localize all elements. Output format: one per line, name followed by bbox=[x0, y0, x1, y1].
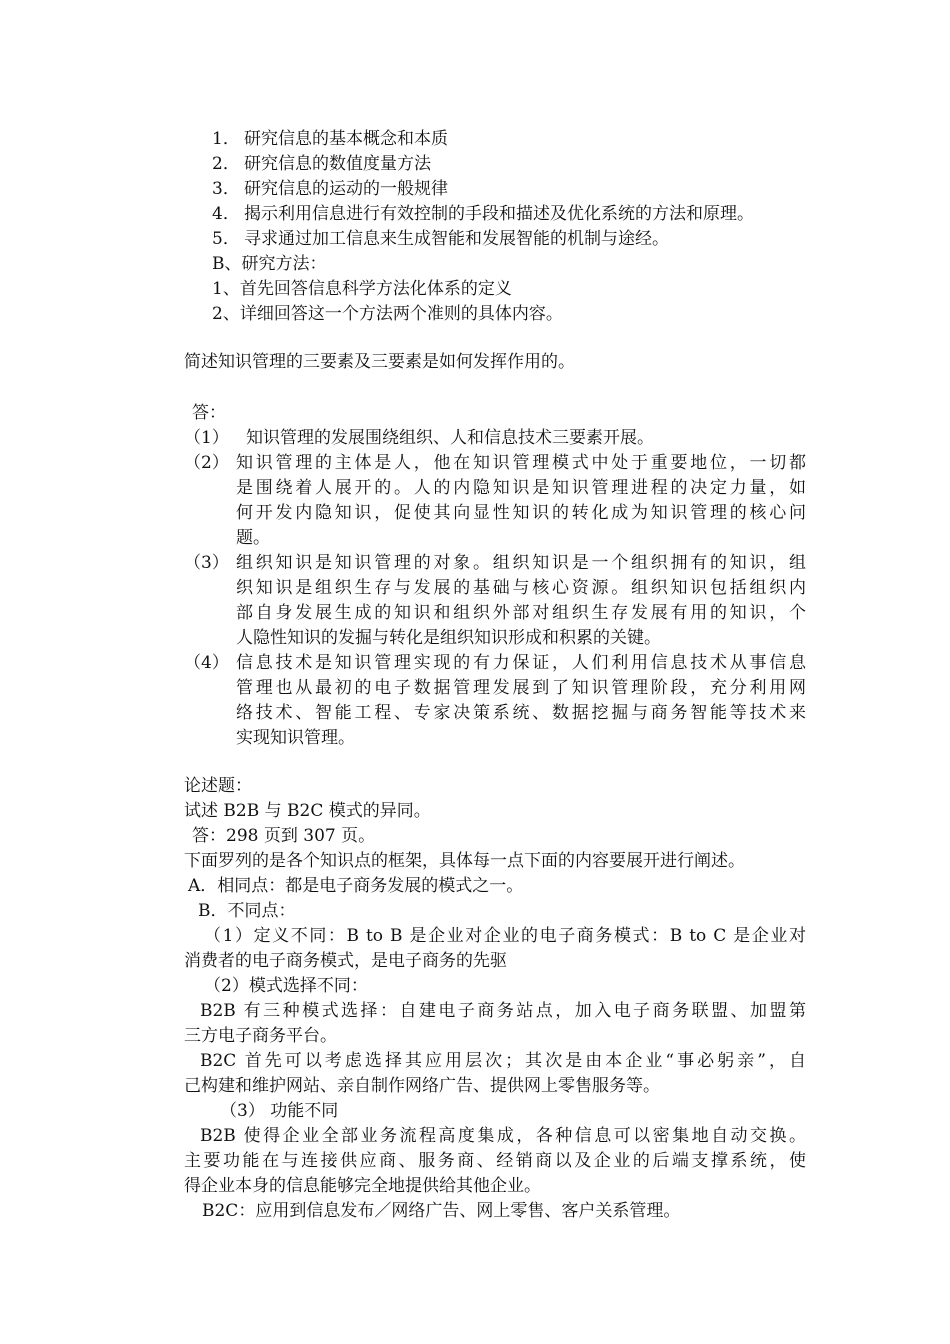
list-item-text: 研究信息的数值度量方法 bbox=[244, 154, 431, 174]
answer-item-number: （3） bbox=[184, 553, 229, 573]
answer-item-line: 知识管理的发展围绕组织、人和信息技术三要素开展。 bbox=[246, 428, 654, 448]
difference-3-heading: （3） 功能不同 bbox=[220, 1101, 339, 1121]
list-item-text: 研究信息的运动的一般规律 bbox=[244, 179, 448, 199]
difference-3-b2b-line: 得企业本身的信息能够完全地提供给其他企业。 bbox=[184, 1176, 541, 1196]
difference-2-heading: （2）模式选择不同： bbox=[204, 976, 368, 996]
difference-2-b2b-line: B2B 有三种模式选择：自建电子商务站点，加入电子商务联盟、加盟第 bbox=[200, 1001, 806, 1021]
answer-item-line: 题。 bbox=[236, 528, 270, 548]
answer-item-number: （2） bbox=[184, 453, 229, 473]
answer-item-line: 络技术、智能工程、专家决策系统、数据挖掘与商务智能等技术来 bbox=[236, 703, 806, 723]
difference-3-b2b-line: 主要功能在与连接供应商、服务商、经销商以及企业的后端支撑系统，使 bbox=[184, 1151, 806, 1171]
difference-1-line: （1）定义不同：B to B 是企业对企业的电子商务模式：B to C 是企业对 bbox=[204, 926, 806, 946]
method-item: 2、详细回答这一个方法两个准则的具体内容。 bbox=[212, 304, 563, 324]
similarity-point: A．相同点：都是电子商务发展的模式之一。 bbox=[188, 876, 524, 896]
difference-2-b2b-line: 三方电子商务平台。 bbox=[184, 1026, 337, 1046]
difference-1-line: 消费者的电子商务模式，是电子商务的先驱 bbox=[184, 951, 507, 971]
list-item-number: 1． bbox=[212, 129, 240, 149]
difference-3-b2c-line: B2C：应用到信息发布／网络广告、网上零售、客户关系管理。 bbox=[202, 1201, 681, 1221]
answer-item-line: 知识管理的主体是人，他在知识管理模式中处于重要地位，一切都 bbox=[236, 453, 806, 473]
answer-label: 答： bbox=[192, 403, 226, 423]
list-item-number: 5． bbox=[212, 229, 240, 249]
list-item-number: 4． bbox=[212, 204, 240, 224]
answer-item-line: 实现知识管理。 bbox=[236, 728, 355, 748]
answer-item-line: 何开发内隐知识，促使其向显性知识的转化成为知识管理的核心问 bbox=[236, 503, 806, 523]
answer-item-line: 管理也从最初的电子数据管理发展到了知识管理阶段，充分利用网 bbox=[236, 678, 806, 698]
answer-item-number: （1） bbox=[184, 428, 229, 448]
method-heading: B、研究方法： bbox=[212, 254, 327, 274]
list-item-text: 揭示利用信息进行有效控制的手段和描述及优化系统的方法和原理。 bbox=[244, 204, 754, 224]
answer-item-line: 是围绕着人展开的。人的内隐知识是知识管理进程的决定力量，如 bbox=[236, 478, 806, 498]
method-item: 1、首先回答信息科学方法化体系的定义 bbox=[212, 279, 512, 299]
essay-heading: 论述题： bbox=[184, 776, 252, 796]
answer-item-line: 人隐性知识的发掘与转化是组织知识形成和积累的关键。 bbox=[236, 628, 661, 648]
list-item-text: 寻求通过加工信息来生成智能和发展智能的机制与途经。 bbox=[244, 229, 669, 249]
difference-heading: B．不同点： bbox=[198, 901, 296, 921]
list-item-number: 3． bbox=[212, 179, 240, 199]
answer-item-line: 组织知识是知识管理的对象。组织知识是一个组织拥有的知识，组 bbox=[236, 553, 806, 573]
answer-item-line: 信息技术是知识管理实现的有力保证，人们利用信息技术从事信息 bbox=[236, 653, 806, 673]
list-item-number: 2． bbox=[212, 154, 240, 174]
question-2: 试述 B2B 与 B2C 模式的异同。 bbox=[184, 801, 431, 821]
difference-2-b2c-line: B2C 首先可以考虑选择其应用层次；其次是由本企业“事必躬亲”，自 bbox=[200, 1051, 806, 1071]
answer-2: 答：298 页到 307 页。 bbox=[192, 826, 376, 846]
difference-2-b2c-line: 己构建和维护网站、亲自制作网络广告、提供网上零售服务等。 bbox=[184, 1076, 660, 1096]
difference-3-b2b-line: B2B 使得企业全部业务流程高度集成，各种信息可以密集地自动交换。 bbox=[200, 1126, 806, 1146]
answer-item-number: （4） bbox=[184, 653, 229, 673]
answer-item-line: 织知识是组织生存与发展的基础与核心资源。组织知识包括组织内 bbox=[236, 578, 806, 598]
question-1: 简述知识管理的三要素及三要素是如何发挥作用的。 bbox=[184, 352, 575, 372]
answer-item-line: 部自身发展生成的知识和组织外部对组织生存发展有用的知识，个 bbox=[236, 603, 806, 623]
list-item-text: 研究信息的基本概念和本质 bbox=[244, 129, 448, 149]
framework-note: 下面罗列的是各个知识点的框架，具体每一点下面的内容要展开进行阐述。 bbox=[184, 851, 745, 871]
